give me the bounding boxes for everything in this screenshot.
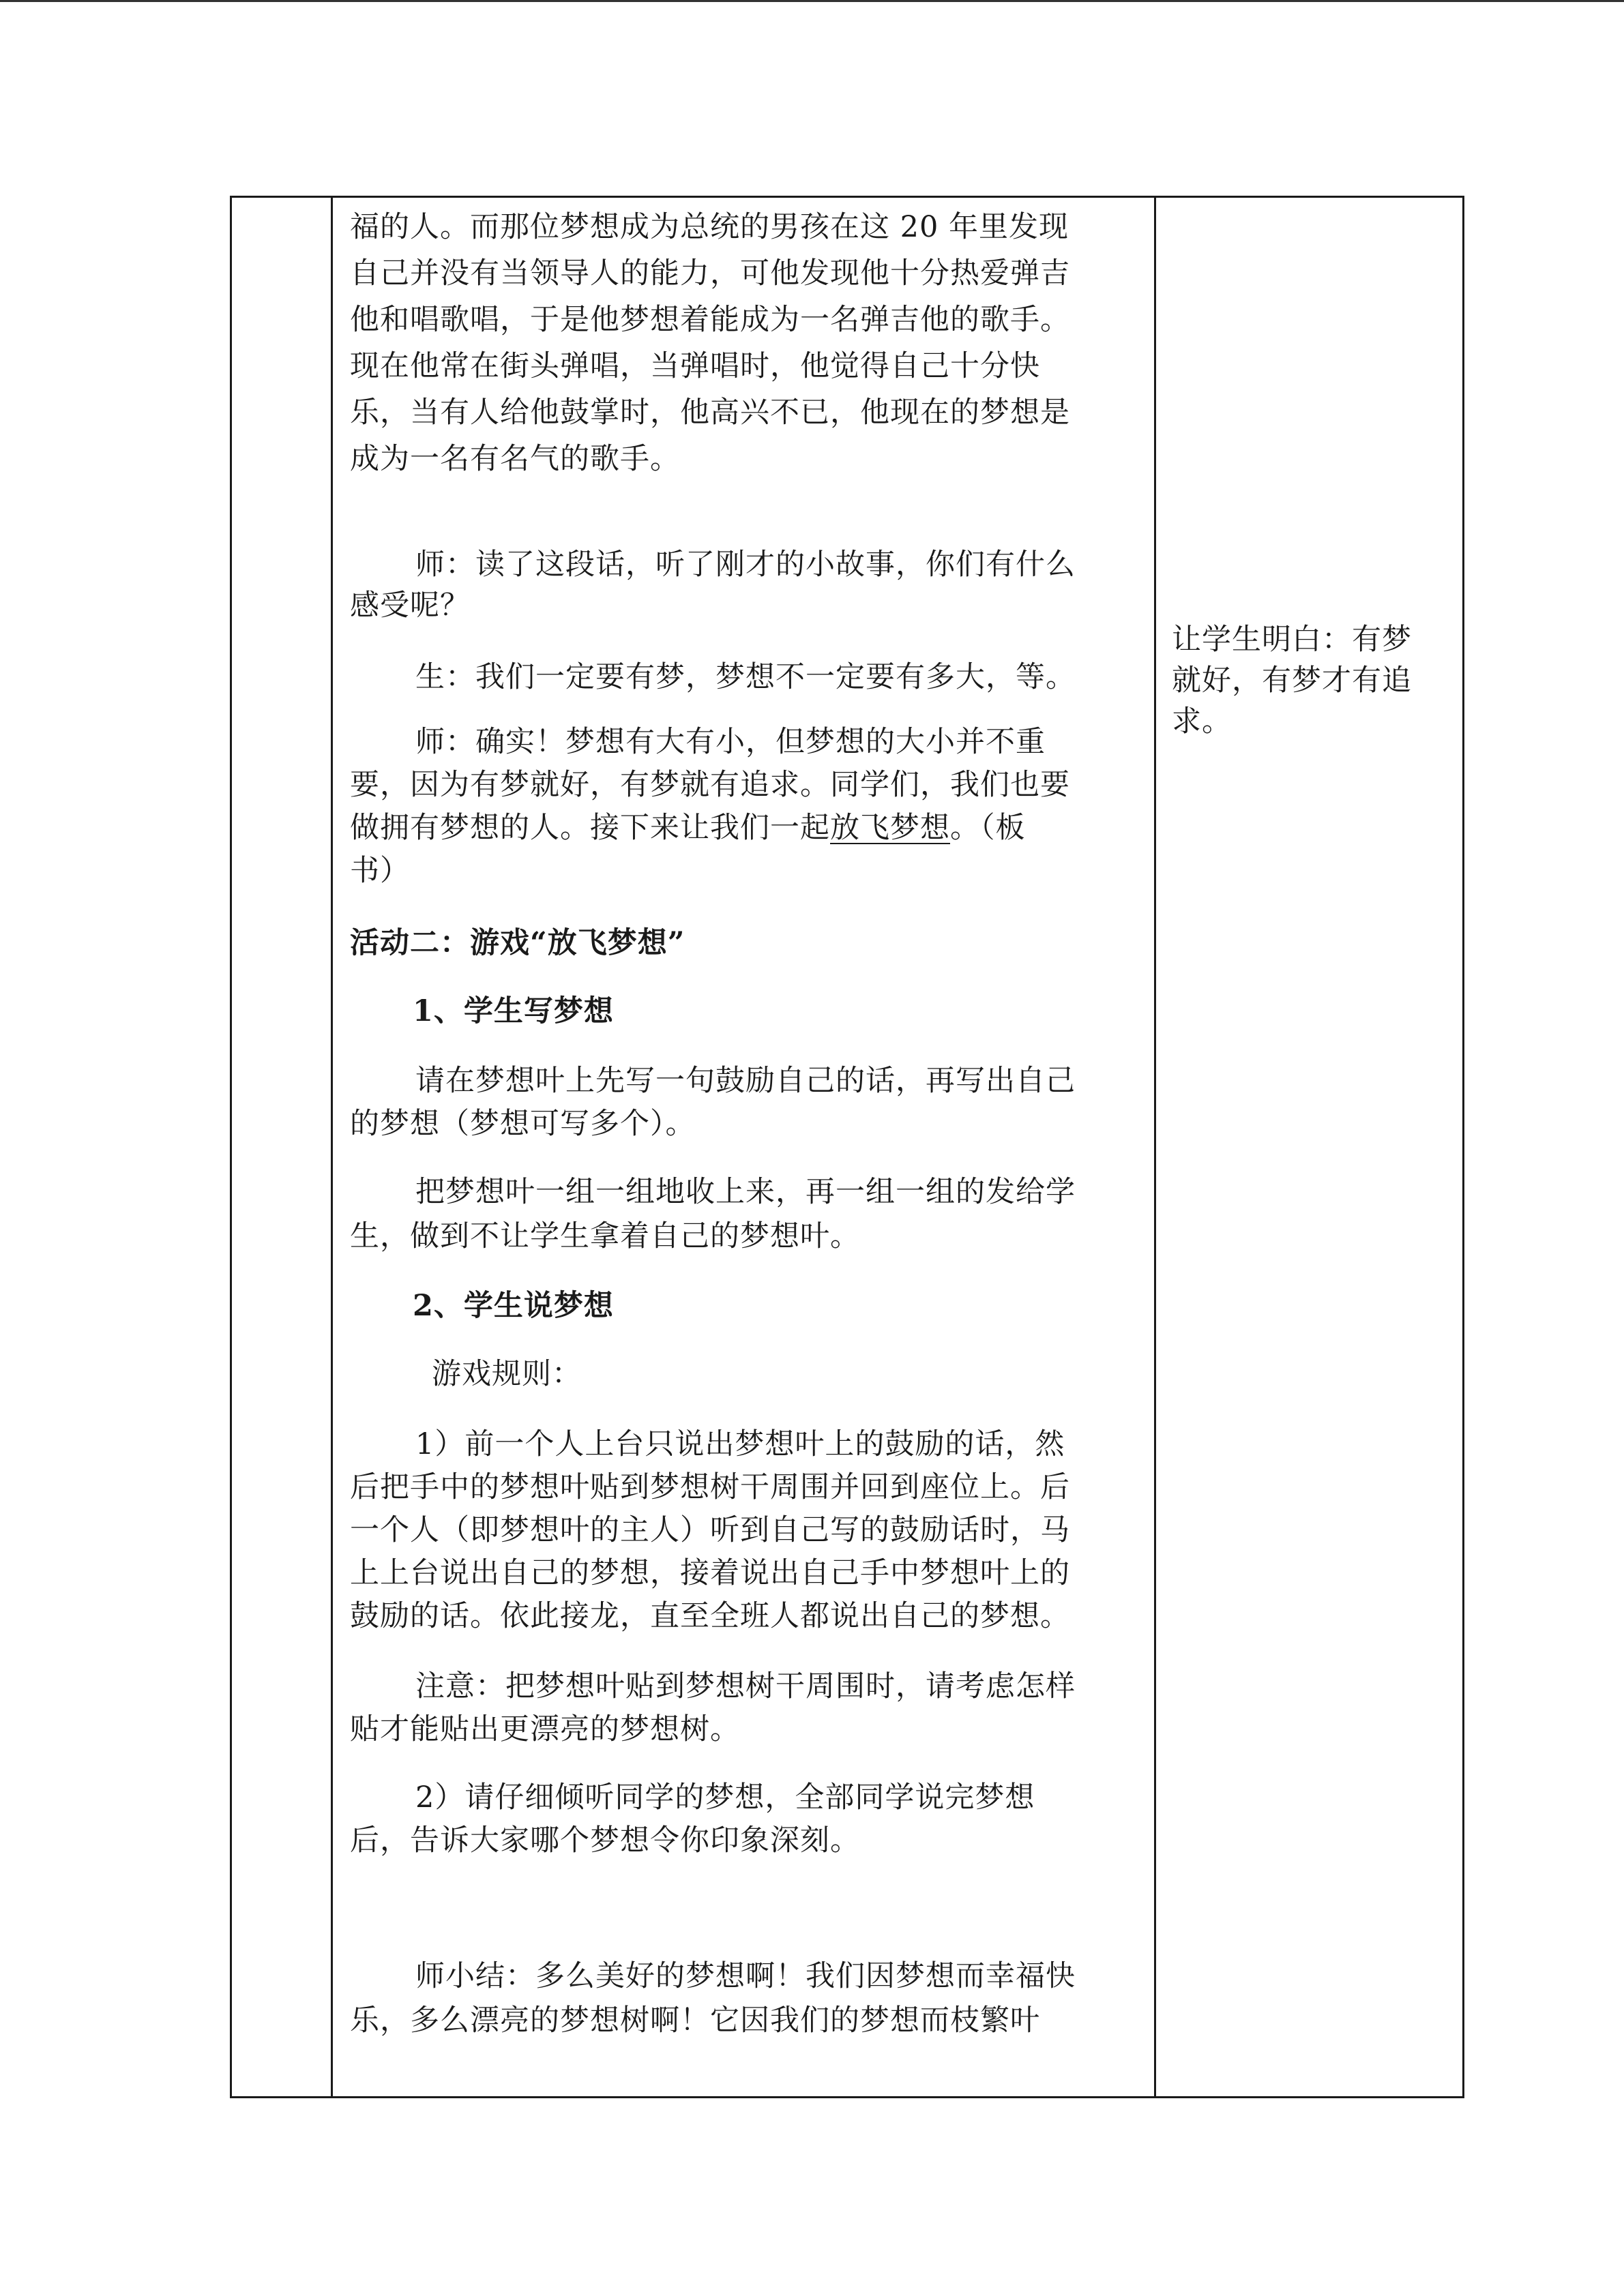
design-note-line: 让学生明白：有梦 (1172, 623, 1412, 657)
game-rules-label: 游戏规则： (432, 1357, 582, 1391)
teaching-process-column (350, 198, 1141, 2096)
stage-column (232, 198, 331, 2096)
rule1-line: 1）前一个人上台只说出梦想叶上的鼓励的话，然 (415, 1427, 1065, 1461)
teacher-question-line: 感受呢？ (350, 588, 470, 623)
story-line: 现在他常在街头弹唱，当弹唱时，他觉得自己十分快 (350, 349, 1040, 383)
response-text: 。（板 (950, 811, 1026, 845)
summary-line: 师小结：多么美好的梦想啊！我们因梦想而幸福快 (415, 1959, 1076, 1993)
teacher-question-line: 师：读了这段话，听了刚才的小故事，你们有什么 (415, 548, 1076, 582)
step1-collect-line: 生，做到不让学生拿着自己的梦想叶。 (350, 1219, 860, 1253)
rule2-line: 2）请仔细倾听同学的梦想，全部同学说完梦想 (415, 1780, 1035, 1815)
step1-collect-line: 把梦想叶一组一组地收上来，再一组一组的发给学 (415, 1175, 1076, 1209)
story-line: 福的人。而那位梦想成为总统的男孩在这 20 年里发现 (350, 210, 1069, 244)
student-answer: 生：我们一定要有梦，梦想不一定要有多大，等。 (415, 660, 1076, 694)
board-writing-keyword: 放飞梦想 (830, 811, 950, 845)
response-text: 做拥有梦想的人。接下来让我们一起 (350, 811, 830, 845)
step1-instruction-line: 请在梦想叶上先写一句鼓励自己的话，再写出自己 (415, 1064, 1076, 1098)
rule1-line: 鼓励的话。依此接龙，直至全班人都说出自己的梦想。 (350, 1599, 1070, 1633)
activity-title: 活动二：游戏“放飞梦想” (350, 926, 685, 960)
step1-instruction-line: 的梦想（梦想可写多个）。 (350, 1107, 696, 1141)
teacher-response-line (350, 805, 1026, 850)
page-top-border (0, 0, 1624, 2)
story-line: 自己并没有当领导人的能力，可他发现他十分热爱弹吉 (350, 256, 1070, 290)
teacher-response-line: 书） (350, 854, 410, 888)
lesson-plan-table (230, 196, 1464, 2098)
rule1-line: 上上台说出自己的梦想，接着说出自己手中梦想叶上的 (350, 1556, 1070, 1590)
column-divider-left (331, 198, 333, 2096)
rule2-line: 后，告诉大家哪个梦想令你印象深刻。 (350, 1823, 860, 1858)
story-line: 他和唱歌唱，于是他梦想着能成为一名弹吉他的歌手。 (350, 303, 1070, 337)
design-note-line: 求。 (1172, 704, 1232, 739)
attention-line: 注意：把梦想叶贴到梦想树干周围时，请考虑怎样 (415, 1669, 1076, 1703)
teacher-response-line: 师：确实！梦想有大有小，但梦想的大小并不重 (415, 725, 1046, 759)
story-line: 成为一名有名气的歌手。 (350, 442, 680, 476)
rule1-line: 一个人（即梦想叶的主人）听到自己写的鼓励话时，马 (350, 1513, 1070, 1547)
step2-title: 2、学生说梦想 (413, 1289, 614, 1323)
teacher-response-line: 要，因为有梦就好，有梦就有追求。同学们，我们也要 (350, 768, 1070, 802)
column-divider-right (1154, 198, 1156, 2096)
story-line: 乐，当有人给他鼓掌时，他高兴不已，他现在的梦想是 (350, 396, 1070, 430)
summary-line: 乐，多么漂亮的梦想树啊！它因我们的梦想而枝繁叶 (350, 2003, 1040, 2038)
attention-line: 贴才能贴出更漂亮的梦想树。 (350, 1712, 740, 1746)
rule1-line: 后把手中的梦想叶贴到梦想树干周围并回到座位上。后 (350, 1470, 1070, 1504)
design-note-line: 就好，有梦才有追 (1172, 664, 1412, 698)
step1-title: 1、学生写梦想 (413, 994, 614, 1028)
design-intent-column (1172, 198, 1455, 2096)
